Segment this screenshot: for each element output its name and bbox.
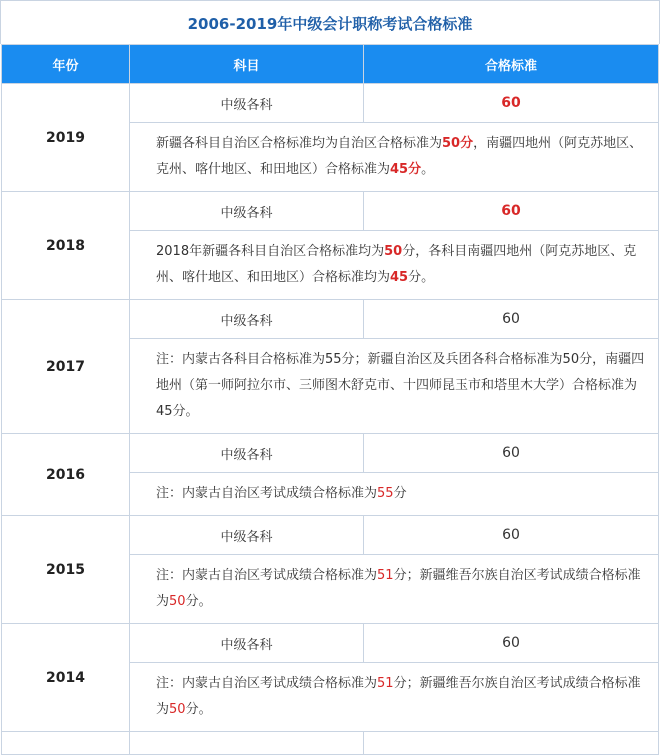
note-text: 分；新疆维吾尔族自治区考试成绩合格标准为 — [156, 676, 641, 717]
table-row — [2, 732, 659, 755]
table-row — [2, 300, 659, 339]
note-cell: 注：内蒙古各科目合格标准为55分；新疆自治区及兵团各科合格标准为50分，南疆四地州（第一师阿拉尔市、三师图木舒克市、十四师昆玉市和塔里木大学）合格标准为45分。 — [130, 339, 659, 434]
year-cell: 2019 — [2, 84, 130, 192]
note-text: 注：内蒙古自治区考试成绩合格标准为 — [156, 676, 378, 691]
year-cell: 2018 — [2, 192, 130, 300]
note-text: 分，各科目南疆四地州（阿克苏地区、克州、喀什地区、和田地区）合格标准均为 — [156, 244, 637, 285]
note-text: 分 — [393, 486, 407, 501]
note-cell — [130, 473, 659, 516]
note-cell — [130, 231, 659, 300]
cut-off-cell — [364, 732, 659, 755]
table-row — [2, 434, 659, 473]
standards-table — [1, 44, 659, 755]
table-row — [2, 624, 659, 663]
note-text: 注：内蒙古自治区考试成绩合格标准为 — [156, 486, 378, 501]
note-highlight: 50 — [169, 702, 186, 717]
header-year: 年份 — [2, 45, 130, 84]
note-highlight: 50 — [384, 244, 403, 259]
subject-cell: 中级各科 — [130, 434, 364, 473]
subject-cell: 中级各科 — [130, 192, 364, 231]
header-row — [2, 45, 659, 84]
note-text: 注：内蒙古自治区考试成绩合格标准为 — [156, 568, 378, 583]
note-text: ，南疆四地州（阿克苏地区、克州、喀什地区、和田地区）合格标准为 — [156, 136, 643, 177]
score-cell: 60 — [364, 624, 659, 663]
score-cell: 60 — [364, 84, 659, 123]
year-cell: 2017 — [2, 300, 130, 434]
subject-cell: 中级各科 — [130, 516, 364, 555]
note-text: 分；新疆维吾尔族自治区考试成绩合格标准为 — [156, 568, 641, 609]
note-cell — [130, 123, 659, 192]
note-highlight: 55 — [377, 486, 394, 501]
note-highlight: 45分 — [390, 162, 422, 177]
note-text: 新疆各科目自治区合格标准均为自治区合格标准为 — [156, 136, 443, 151]
year-cell: 2015 — [2, 516, 130, 624]
subject-cell: 中级各科 — [130, 84, 364, 123]
note-highlight: 50分 — [442, 136, 474, 151]
score-cell: 60 — [364, 434, 659, 473]
year-cell: 2014 — [2, 624, 130, 732]
note-cell — [130, 555, 659, 624]
header-subject: 科目 — [130, 45, 364, 84]
note-highlight: 51 — [377, 568, 394, 583]
note-cell — [130, 663, 659, 732]
note-text: 。 — [421, 162, 435, 177]
header-standard: 合格标准 — [364, 45, 659, 84]
cut-off-cell — [2, 732, 130, 755]
note-text: 分。 — [185, 702, 212, 717]
subject-cell: 中级各科 — [130, 300, 364, 339]
note-highlight: 45 — [390, 270, 409, 285]
note-text: 分。 — [408, 270, 435, 285]
score-cell: 60 — [364, 300, 659, 339]
cut-off-cell — [130, 732, 364, 755]
note-highlight: 50 — [169, 594, 186, 609]
table-row — [2, 192, 659, 231]
note-highlight: 51 — [377, 676, 394, 691]
table-row — [2, 84, 659, 123]
note-text: 2018年新疆各科目自治区合格标准均为 — [156, 244, 385, 259]
year-cell: 2016 — [2, 434, 130, 516]
table-row — [2, 516, 659, 555]
note-text: 分。 — [185, 594, 212, 609]
subject-cell: 中级各科 — [130, 624, 364, 663]
score-cell: 60 — [364, 192, 659, 231]
score-cell: 60 — [364, 516, 659, 555]
table-title: 2006-2019年中级会计职称考试合格标准 — [0, 0, 660, 44]
